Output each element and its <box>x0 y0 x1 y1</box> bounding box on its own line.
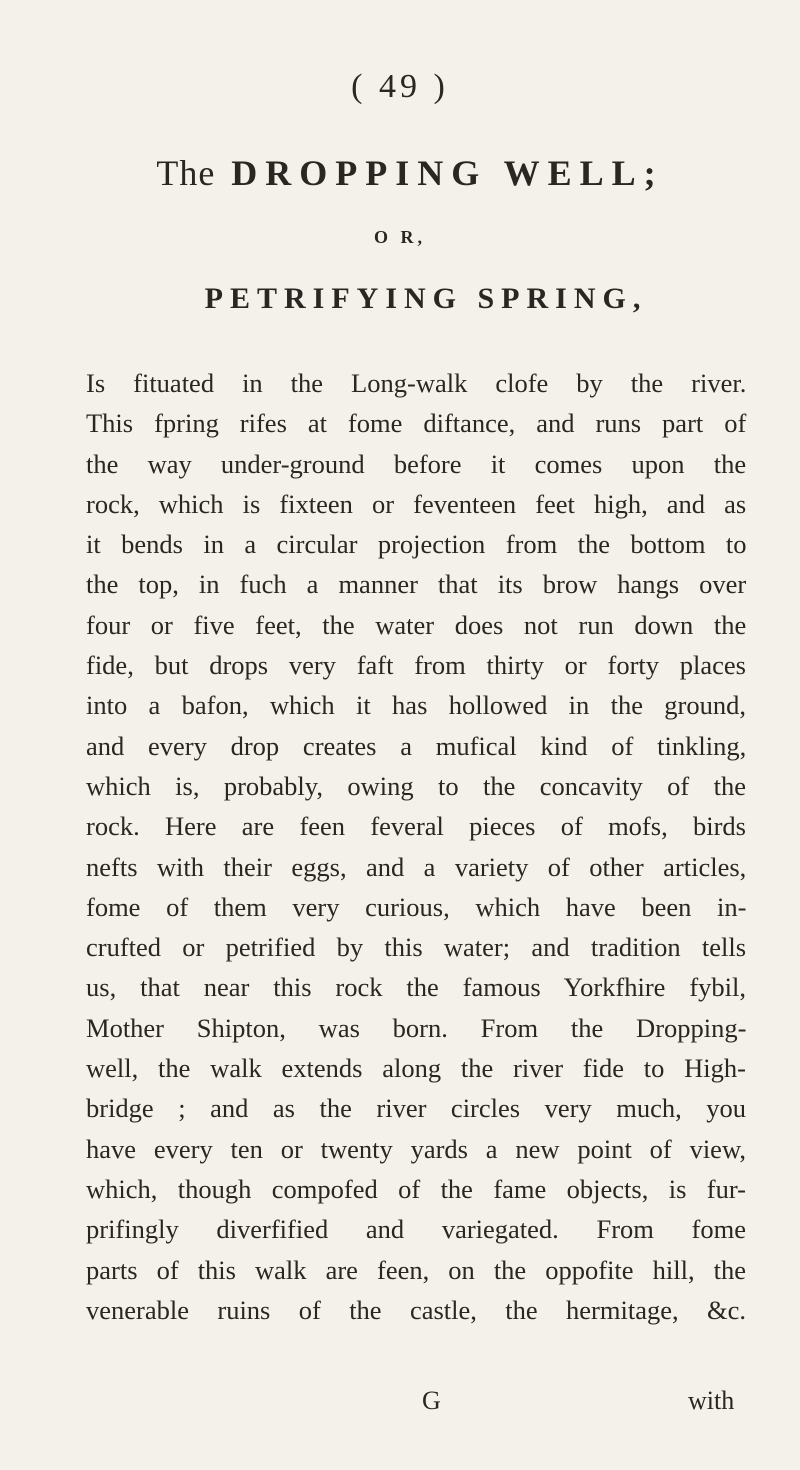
text-line: have every ten or twenty yards a new point of view, <box>86 1133 746 1164</box>
text-line: This fpring rifes at fome diftance, and runs part of <box>86 408 747 439</box>
text-line: rock. Here are feen feveral pieces of mofs, birds <box>86 811 746 842</box>
text-line: us, that near this rock the famous Yorkfhire fybil, <box>86 972 746 1003</box>
title-caps: DROPPING WELL; <box>231 153 664 193</box>
text-line: nefts with their eggs, and a variety of other articles, <box>86 851 747 882</box>
title-lead: The <box>156 153 216 193</box>
text-line: Is fituated in the Long-walk clofe by the river. <box>86 368 747 398</box>
text-line: the top, in fuch a manner that its brow hangs over <box>86 569 747 600</box>
title-or: O R, <box>374 227 426 247</box>
text-line: it bends in a circular projection from the bottom to <box>86 529 747 560</box>
text-line: bridge ; and as the river circles very much, you <box>86 1093 746 1124</box>
text-line: crufted or petrified by this water; and tradition tells <box>86 932 747 963</box>
text-line: prifingly diverfified and variegated. From fome <box>86 1214 746 1245</box>
signature-mark: G <box>422 1386 441 1415</box>
text-line: the way under-ground before it comes upon the <box>86 448 747 479</box>
subtitle: PETRIFYING SPRING, <box>204 282 648 315</box>
page-title <box>60 153 760 193</box>
text-line: well, the walk extends along the river fide to High- <box>86 1053 746 1084</box>
text-line: which is, probably, owing to the concavity of the <box>86 770 746 801</box>
body-paragraph <box>86 363 746 1330</box>
text-line: venerable ruins of the castle, the hermitage, &c. <box>86 1294 746 1325</box>
catchword: with <box>688 1386 735 1415</box>
text-line: fome of them very curious, which have been in- <box>86 891 747 922</box>
text-line: which, though compofed of the fame objects, is fur- <box>86 1173 746 1204</box>
page-number: ( 49 ) <box>351 68 449 105</box>
text-line: and every drop creates a mufical kind of tinkling, <box>86 730 747 761</box>
text-line: four or five feet, the water does not run down the <box>86 609 747 640</box>
text-line: into a bafon, which it has hollowed in the ground, <box>86 690 746 721</box>
text-line: fide, but drops very faft from thirty or forty places <box>86 650 746 681</box>
text-line: rock, which is fixteen or feventeen feet high, and as <box>86 488 747 519</box>
text-line: Mother Shipton, was born. From the Dropping- <box>86 1012 747 1043</box>
page-footer <box>0 1386 800 1426</box>
text-line: parts of this walk are feen, on the oppofite hill, the <box>86 1254 746 1285</box>
